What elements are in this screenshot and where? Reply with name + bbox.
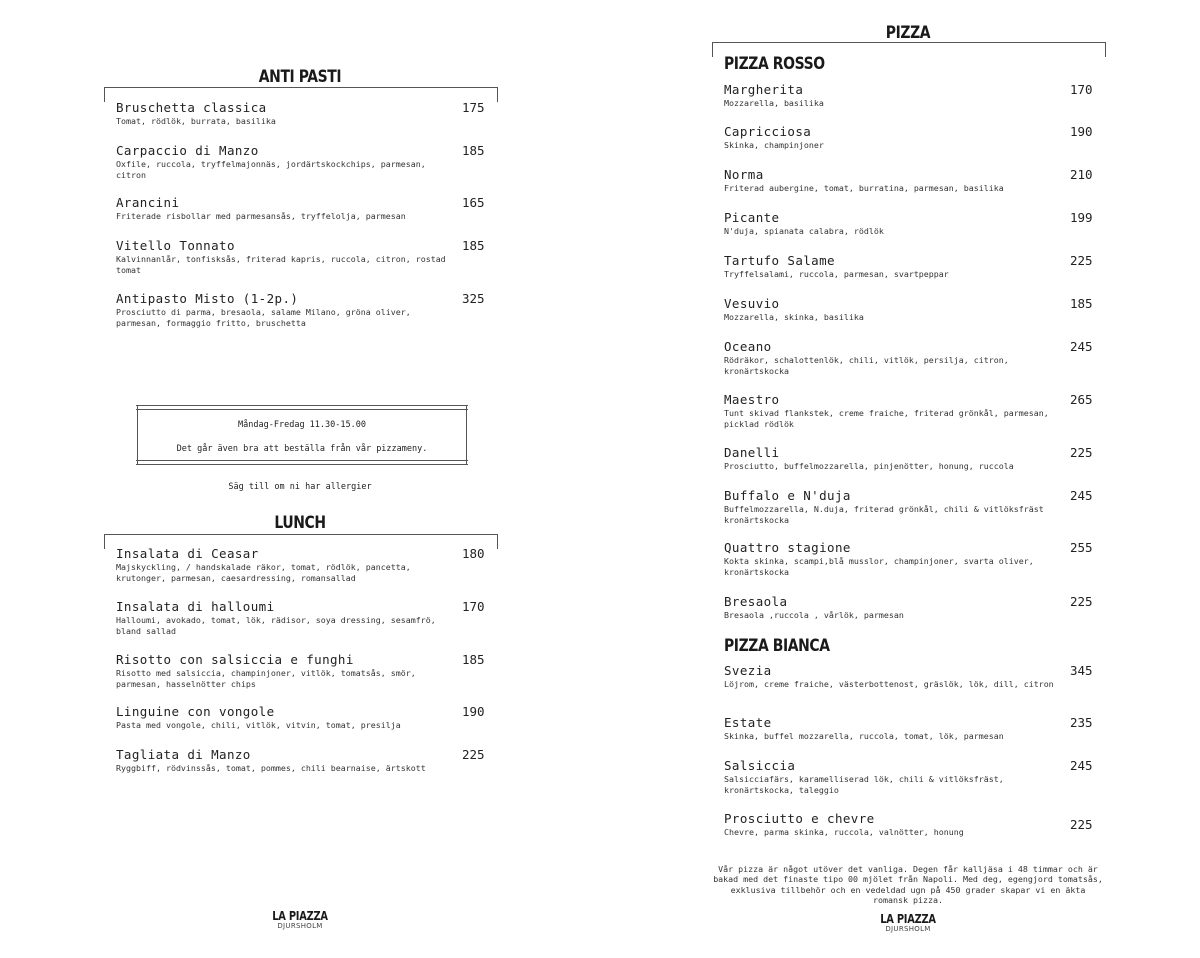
item-price: 175 (462, 100, 485, 115)
item-price: 325 (462, 291, 485, 306)
logo-location: DJURSHOLM (885, 925, 931, 933)
menu-item (724, 210, 1100, 237)
item-name: Carpaccio di Manzo (116, 143, 259, 158)
pizza-title: PIZZA (885, 23, 931, 43)
menu-item (724, 253, 1100, 280)
menu-item (116, 291, 492, 328)
menu-item (116, 652, 492, 689)
box-bottom-border (136, 460, 468, 465)
item-name: Prosciutto e chevre (724, 811, 875, 826)
menu-item (724, 82, 1100, 109)
menu-item (724, 663, 1100, 690)
menu-item (724, 392, 1100, 429)
item-description: Majskyckling, / handskalade räkor, tomat, rödlök, pancetta, krutonger, parmesan, caesardressing, romansallad (116, 562, 411, 583)
menu-item (724, 488, 1100, 525)
item-price: 165 (462, 195, 485, 210)
item-description: Ryggbiff, rödvinssås, tomat, pommes, chili bearnaise, ärtskott (116, 763, 426, 773)
item-description: Halloumi, avokado, tomat, lök, rädisor, soya dressing, sesamfrö, bland sallad (116, 615, 436, 636)
menu-item (116, 546, 492, 583)
pizza-bianca-title: PIZZA BIANCA (724, 636, 830, 656)
item-price: 245 (1070, 339, 1093, 354)
item-price: 185 (462, 652, 485, 667)
item-name: Insalata di halloumi (116, 599, 275, 614)
item-description: Risotto med salsiccia, champinjoner, vitlök, tomatsås, smör, parmesan, hasselnötter chips (116, 668, 416, 689)
lunch-hours: Måndag-Fredag 11.30-15.00 (238, 420, 366, 430)
item-name: Svezia (724, 663, 772, 678)
menu-item (724, 811, 1100, 838)
menu-item (116, 143, 492, 180)
item-description: Pasta med vongole, chili, vitlök, vitvin, tomat, presilja (116, 720, 401, 730)
item-price: 180 (462, 546, 485, 561)
lunch-title: LUNCH (274, 513, 326, 533)
logo-name: LA PIAZZA (272, 909, 328, 923)
item-description: Friterad aubergine, tomat, burratina, parmesan, basilika (724, 183, 1004, 193)
menu-item (724, 124, 1100, 151)
item-name: Arancini (116, 195, 180, 210)
item-price: 245 (1070, 488, 1093, 503)
item-name: Tagliata di Manzo (116, 747, 251, 762)
pizza-rosso-title: PIZZA ROSSO (724, 54, 825, 74)
item-description: Bresaola ,ruccola , vårlök, parmesan (724, 610, 904, 620)
item-name: Quattro stagione (724, 540, 851, 555)
left-menu-page (104, 0, 496, 958)
item-name: Oceano (724, 339, 772, 354)
right-menu-page (712, 0, 1104, 958)
menu-item (724, 167, 1100, 194)
box-top-border (136, 405, 468, 410)
menu-item (724, 296, 1100, 323)
item-price: 255 (1070, 540, 1093, 555)
restaurant-logo (712, 912, 1104, 933)
pizza-description-note: Vår pizza är något utöver det vanliga. Degen får kalljäsa i 48 timmar och är bakad med det finaste tipo 00 mjölet från Napoli. Med deg, egengjord tomatsås, exklusiva tillbehör och en vedeldad ugn på 450 grader skapar vi en äkta romansk pizza. (713, 864, 1103, 905)
menu-item (116, 100, 492, 127)
item-price: 190 (462, 704, 485, 719)
item-price: 225 (1070, 594, 1093, 609)
item-price: 185 (462, 238, 485, 253)
menu-item (724, 715, 1100, 742)
menu-item (724, 758, 1100, 795)
item-description: Skinka, buffel mozzarella, ruccola, tomat, lök, parmesan (724, 731, 1004, 741)
item-price: 199 (1070, 210, 1093, 225)
item-name: Risotto con salsiccia e funghi (116, 652, 354, 667)
item-name: Insalata di Ceasar (116, 546, 259, 561)
logo-location: DJURSHOLM (277, 922, 323, 930)
menu-item (724, 445, 1100, 472)
item-price: 225 (1070, 253, 1093, 268)
item-description: Mozzarella, skinka, basilika (724, 312, 864, 322)
item-price: 185 (1070, 296, 1093, 311)
item-name: Bruschetta classica (116, 100, 267, 115)
item-name: Bresaola (724, 594, 788, 609)
item-description: Löjrom, creme fraiche, västerbottenost, gräslök, lök, dill, citron (724, 679, 1054, 689)
item-description: Prosciutto, buffelmozzarella, pinjenötter, honung, ruccola (724, 461, 1014, 471)
item-description: Salsicciafärs, karamelliserad lök, chili & vitlöksfräst, kronärtskocka, taleggio (724, 774, 1004, 795)
item-price: 190 (1070, 124, 1093, 139)
item-price: 235 (1070, 715, 1093, 730)
item-name: Buffalo e N'duja (724, 488, 851, 503)
lunch-hours-box (137, 406, 467, 464)
item-description: Tryffelsalami, ruccola, parmesan, svartpeppar (724, 269, 949, 279)
logo-name: LA PIAZZA (880, 912, 936, 926)
item-name: Estate (724, 715, 772, 730)
menu-item (116, 195, 492, 222)
menu-item (116, 599, 492, 636)
item-name: Antipasto Misto (1-2p.) (116, 291, 299, 306)
restaurant-logo (104, 909, 496, 930)
menu-item (116, 747, 492, 774)
pizza-order-note: Det går även bra att beställa från vår pizzameny. (176, 444, 428, 454)
menu-item (724, 540, 1100, 577)
item-description: Buffelmozzarella, N.duja, friterad grönkål, chili & vitlöksfräst kronärtskocka (724, 504, 1044, 525)
item-description: Kokta skinka, scampi,blå musslor, champinjoner, svarta oliver, kronärtskocka (724, 556, 1034, 577)
item-price: 210 (1070, 167, 1093, 182)
item-name: Vitello Tonnato (116, 238, 235, 253)
allergy-note: Säg till om ni har allergier (228, 482, 372, 492)
item-name: Vesuvio (724, 296, 780, 311)
item-description: Prosciutto di parma, bresaola, salame Milano, gröna oliver, parmesan, formaggio fritto, bruschetta (116, 307, 411, 328)
item-description: Oxfile, ruccola, tryffelmajonnäs, jordärtskockchips, parmesan, citron (116, 159, 426, 180)
item-price: 345 (1070, 663, 1093, 678)
menu-item (724, 594, 1100, 621)
menu-item (116, 238, 492, 275)
anti-pasti-title: ANTI PASTI (258, 67, 342, 87)
item-price: 245 (1070, 758, 1093, 773)
item-description: Chevre, parma skinka, ruccola, valnötter, honung (724, 827, 964, 837)
item-description: Kalvinnanlår, tonfisksås, friterad kapris, ruccola, citron, rostad tomat (116, 254, 446, 275)
menu-item (724, 339, 1100, 376)
item-price: 170 (1070, 82, 1093, 97)
item-description: Tomat, rödlök, burrata, basilika (116, 116, 276, 126)
item-price: 225 (462, 747, 485, 762)
item-name: Linguine con vongole (116, 704, 275, 719)
item-price: 225 (1070, 445, 1093, 460)
item-description: Tunt skivad flankstek, creme fraiche, friterad grönkål, parmesan, picklad rödlök (724, 408, 1049, 429)
item-name: Maestro (724, 392, 780, 407)
item-price: 225 (1070, 817, 1093, 832)
item-description: Skinka, champinjoner (724, 140, 824, 150)
item-description: N'duja, spianata calabra, rödlök (724, 226, 884, 236)
item-name: Norma (724, 167, 764, 182)
item-name: Margherita (724, 82, 804, 97)
item-name: Picante (724, 210, 780, 225)
item-name: Tartufo Salame (724, 253, 835, 268)
item-name: Danelli (724, 445, 780, 460)
item-description: Friterade risbollar med parmesansås, tryffelolja, parmesan (116, 211, 406, 221)
item-name: Capricciosa (724, 124, 812, 139)
menu-item (116, 704, 492, 731)
item-description: Mozzarella, basilika (724, 98, 824, 108)
item-price: 170 (462, 599, 485, 614)
item-price: 265 (1070, 392, 1093, 407)
item-price: 185 (462, 143, 485, 158)
item-description: Rödräkor, schalottenlök, chili, vitlök, persilja, citron, kronärtskocka (724, 355, 1009, 376)
item-name: Salsiccia (724, 758, 796, 773)
